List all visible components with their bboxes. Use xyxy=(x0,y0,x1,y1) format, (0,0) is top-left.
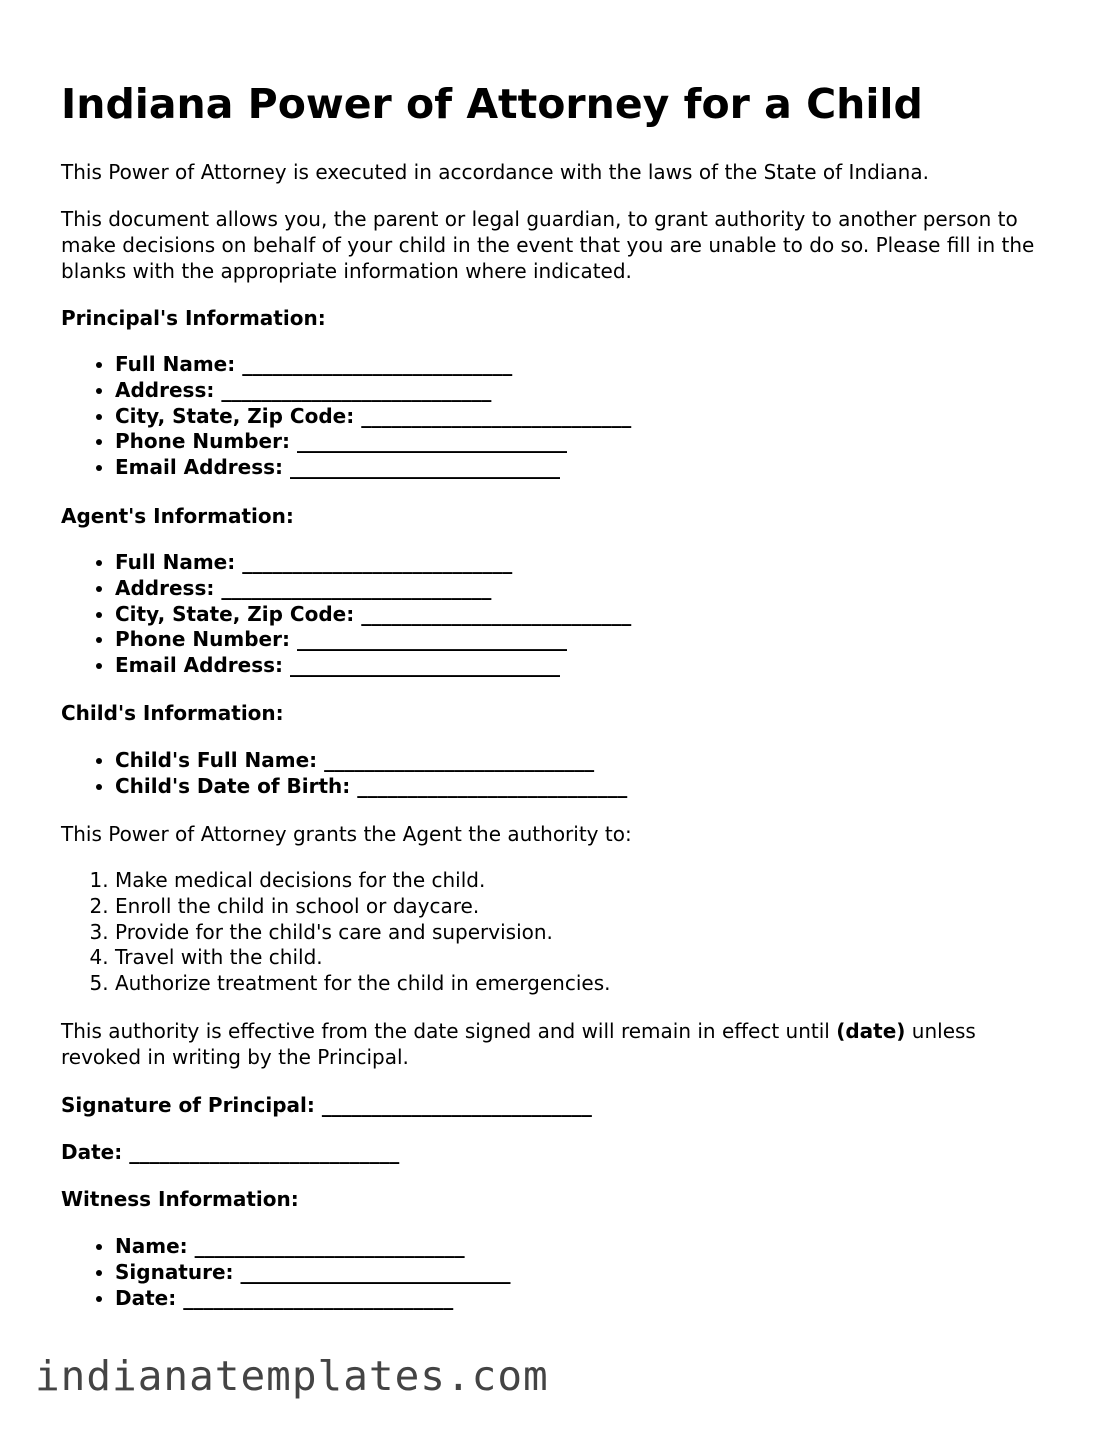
grant-item: 4. Travel with the child. xyxy=(115,945,610,971)
principal-full-name-field[interactable]: • Full Name: ___________________________ xyxy=(115,352,631,378)
fill-blank[interactable]: ___________________________ xyxy=(242,352,513,376)
agent-heading: Agent's Information: xyxy=(61,504,294,528)
child-fields-list xyxy=(61,748,627,800)
agent-email-field[interactable]: • Email Address: ___________________________ xyxy=(115,653,631,679)
witness-date-field[interactable]: • Date: ___________________________ xyxy=(115,1286,511,1312)
fill-blank[interactable]: ___________________________ xyxy=(242,550,513,574)
fill-blank[interactable]: ___________________________ xyxy=(221,575,492,600)
fill-blank[interactable]: ___________________________ xyxy=(324,748,595,772)
fill-blank[interactable]: ___________________________ xyxy=(240,1259,511,1284)
child-date-of-birth-field[interactable]: • Child's Date of Birth: ___________________________ xyxy=(115,774,627,800)
principal-heading: Principal's Information: xyxy=(61,306,326,330)
principal-email-field[interactable]: • Email Address: ___________________________ xyxy=(115,455,631,481)
agent-city-state-zip-field[interactable]: • City, State, Zip Code: ___________________________ xyxy=(115,602,631,628)
fill-blank[interactable]: ___________________________ xyxy=(129,1140,400,1164)
fill-blank[interactable]: ___________________________ xyxy=(183,1285,454,1310)
witness-heading: Witness Information: xyxy=(61,1187,299,1211)
fill-blank[interactable]: ___________________________ xyxy=(194,1234,465,1258)
grant-item: 5. Authorize treatment for the child in emergencies. xyxy=(115,971,610,997)
signature-date-field[interactable]: Date: ___________________________ xyxy=(61,1140,400,1164)
fill-blank[interactable]: ___________________________ xyxy=(357,773,628,798)
grant-item: 3. Provide for the child's care and supervision. xyxy=(115,920,610,946)
intro-paragraph-2: This document allows you, the parent or legal guardian, to grant authority to another person to make decisions on behalf of your child in the event that you are unable to do so. Please fill in the blanks with the appropriate information where indicated. xyxy=(61,207,1035,283)
witness-name-field[interactable]: • Name: ___________________________ xyxy=(115,1234,511,1260)
principal-fields-list xyxy=(61,352,631,481)
principal-address-field[interactable]: • Address: ___________________________ xyxy=(115,378,631,404)
watermark: indianatemplates.com xyxy=(35,1352,549,1400)
fill-blank[interactable]: ___________________________ xyxy=(296,627,567,652)
witness-fields-list xyxy=(61,1234,511,1311)
fill-blank[interactable]: ___________________________ xyxy=(296,429,567,454)
grants-intro: This Power of Attorney grants the Agent the authority to: xyxy=(61,822,632,846)
fill-blank[interactable]: ___________________________ xyxy=(321,1093,592,1117)
grant-item: 1. Make medical decisions for the child. xyxy=(115,868,610,894)
grants-list xyxy=(61,868,610,997)
child-full-name-field[interactable]: • Child's Full Name: ___________________________ xyxy=(115,748,627,774)
agent-fields-list xyxy=(61,550,631,679)
fill-blank[interactable]: ___________________________ xyxy=(290,455,560,480)
principal-signature-field[interactable]: Signature of Principal: ___________________________ xyxy=(61,1093,592,1117)
grant-item: 2. Enroll the child in school or daycare. xyxy=(115,894,610,920)
witness-signature-field[interactable]: • Signature: ___________________________ xyxy=(115,1260,511,1286)
fill-blank[interactable]: ___________________________ xyxy=(361,403,632,428)
effective-paragraph: This authority is effective from the date signed and will remain in effect until (date) unless revoked in writing by the Principal. xyxy=(61,1019,976,1069)
child-heading: Child's Information: xyxy=(61,701,284,725)
principal-city-state-zip-field[interactable]: • City, State, Zip Code: ___________________________ xyxy=(115,404,631,430)
fill-blank[interactable]: ___________________________ xyxy=(290,653,560,678)
document-title: Indiana Power of Attorney for a Child xyxy=(61,80,923,128)
intro-paragraph-1: This Power of Attorney is executed in accordance with the laws of the State of Indiana. xyxy=(61,160,929,184)
agent-full-name-field[interactable]: • Full Name: ___________________________ xyxy=(115,550,631,576)
date-placeholder: (date) xyxy=(836,1019,906,1043)
fill-blank[interactable]: ___________________________ xyxy=(361,601,632,626)
principal-phone-field[interactable]: • Phone Number: ___________________________ xyxy=(115,429,631,455)
fill-blank[interactable]: ___________________________ xyxy=(221,377,492,402)
agent-phone-field[interactable]: • Phone Number: ___________________________ xyxy=(115,627,631,653)
agent-address-field[interactable]: • Address: ___________________________ xyxy=(115,576,631,602)
